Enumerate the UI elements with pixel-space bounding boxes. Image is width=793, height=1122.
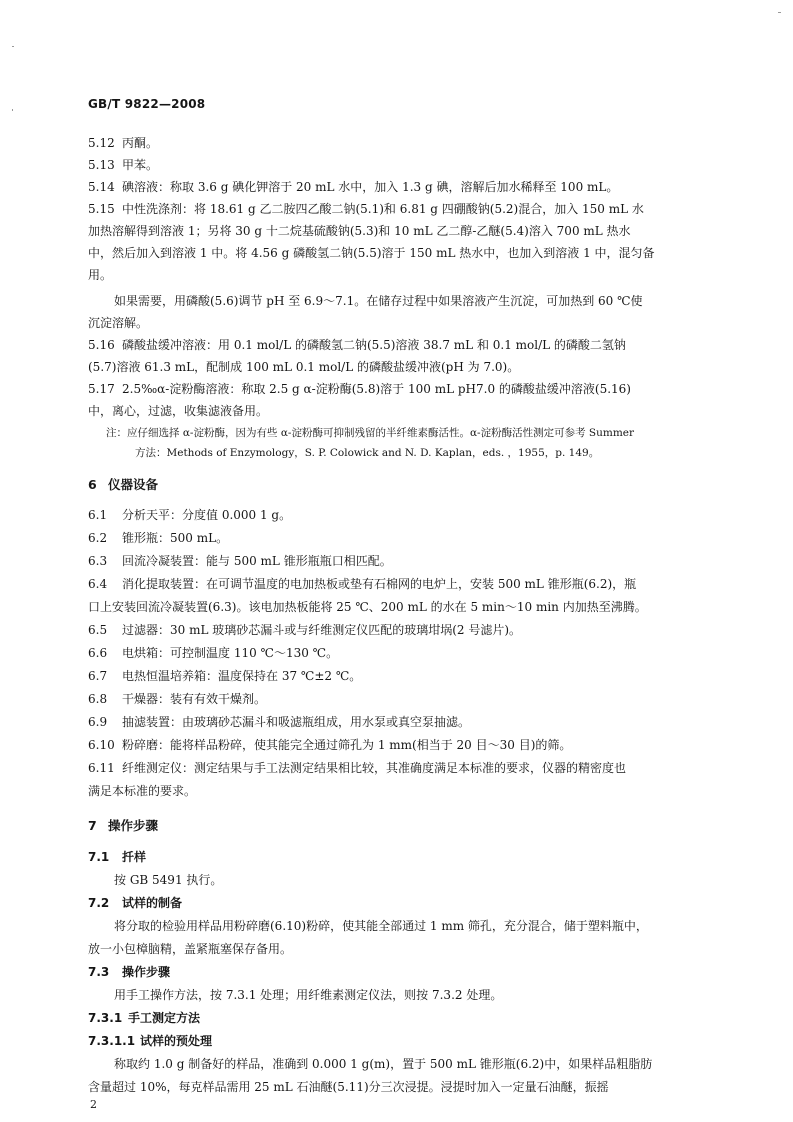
clause-text: 电烘箱：可控制温度 110 ℃～130 ℃。 bbox=[122, 646, 339, 660]
text-line: 将分取的检验用样品用粉碎磨(6.10)粉碎，使其能全部通过 1 mm 筛孔，充分混合，储于塑料瓶中， bbox=[114, 919, 648, 933]
clause-6-10 bbox=[88, 734, 571, 756]
section-6-heading bbox=[88, 474, 158, 496]
clause-6-9 bbox=[88, 711, 470, 733]
note-line: 注：应仔细选择 α-淀粉酶，因为有些 α-淀粉酶可抑制残留的半纤维素酶活性。α-淀粉酶活性测定可参考 Summer bbox=[106, 427, 635, 439]
clause-7-3-1-1 bbox=[88, 1030, 212, 1052]
clause-number: 6.11 bbox=[88, 761, 115, 775]
clause-6-6 bbox=[88, 642, 338, 664]
clause-title: 操作步骤 bbox=[122, 965, 171, 979]
clause-text: 电热恒温培养箱：温度保持在 37 ℃±2 ℃。 bbox=[122, 669, 362, 683]
clause-number: 6.2 bbox=[88, 531, 108, 545]
clause-6-7 bbox=[88, 665, 361, 687]
text-line: 加热溶解得到溶液 1；另将 30 g 十二烷基硫酸钠(5.3)和 10 mL 乙二醇-乙醚(5.4)溶入 700 mL 热水 bbox=[88, 224, 631, 238]
clause-6-1 bbox=[88, 504, 291, 526]
clause-text: 2.5‰α-淀粉酶溶液：称取 2.5 g α-淀粉酶(5.8)溶于 100 mL pH7.0 的磷酸盐缓冲溶液(5.16) bbox=[122, 382, 631, 396]
text-line: 按 GB 5491 执行。 bbox=[114, 873, 223, 887]
page-number: 2 bbox=[90, 1098, 97, 1111]
clause-number: 5.15 bbox=[88, 202, 115, 216]
text-line: 用。 bbox=[88, 268, 113, 282]
text-line: 称取约 1.0 g 制备好的样品，准确到 0.000 1 g(m)，置于 500 mL 锥形瓶(6.2)中，如果样品粗脂肪 bbox=[114, 1057, 653, 1071]
clause-number: 6.3 bbox=[88, 554, 108, 568]
clause-6-5 bbox=[88, 619, 521, 641]
section-title: 仪器设备 bbox=[108, 477, 159, 492]
clause-title: 试样的预处理 bbox=[140, 1034, 213, 1048]
text-line: 中，离心，过滤，收集滤液备用。 bbox=[88, 404, 269, 418]
clause-7-2 bbox=[88, 892, 182, 914]
clause-number: 6.10 bbox=[88, 738, 115, 752]
scan-speck bbox=[778, 12, 781, 13]
text-line: 中，然后加入到溶液 1 中。将 4.56 g 磷酸氢二钠(5.5)溶于 150 mL 热水中，也加入到溶液 1 中，混匀备 bbox=[88, 246, 655, 260]
clause-text: 纤维测定仪：测定结果与手工法测定结果相比较，其准确度满足本标准的要求，仪器的精密度也 bbox=[122, 761, 627, 775]
clause-5-14 bbox=[88, 176, 618, 198]
text-line: 用手工操作方法，按 7.3.1 处理；用纤维素测定仪法，则按 7.3.2 处理。 bbox=[114, 988, 503, 1002]
text-line: 如果需要，用磷酸(5.6)调节 pH 至 6.9～7.1。在储存过程中如果溶液产生沉淀，可加热到 60 ℃使 bbox=[114, 294, 643, 308]
clause-text: 粉碎磨：能将样品粉碎，使其能完全通过筛孔为 1 mm(相当于 20 目～30 目)的筛。 bbox=[122, 738, 572, 752]
clause-number: 6.4 bbox=[88, 577, 108, 591]
clause-text: 碘溶液：称取 3.6 g 碘化钾溶于 20 mL 水中，加入 1.3 g 碘，溶解后加水稀释至 100 mL。 bbox=[122, 180, 619, 194]
text-line: (5.7)溶液 61.3 mL，配制成 100 mL 0.1 mol/L 的磷酸盐缓冲液(pH 为 7.0)。 bbox=[88, 360, 520, 374]
standard-number: GB/T 9822—2008 bbox=[88, 97, 206, 111]
clause-title: 扦样 bbox=[122, 850, 147, 864]
clause-number: 5.14 bbox=[88, 180, 115, 194]
clause-number: 6.1 bbox=[88, 508, 108, 522]
clause-5-12 bbox=[88, 132, 158, 154]
clause-5-13 bbox=[88, 154, 158, 176]
clause-6-3 bbox=[88, 550, 392, 572]
clause-title: 手工测定方法 bbox=[128, 1011, 201, 1025]
clause-title: 试样的制备 bbox=[122, 896, 183, 910]
clause-7-3 bbox=[88, 961, 170, 983]
section-number: 6 bbox=[88, 477, 97, 492]
clause-text: 锥形瓶：500 mL。 bbox=[122, 531, 229, 545]
clause-number: 5.17 bbox=[88, 382, 115, 396]
clause-number: 6.5 bbox=[88, 623, 108, 637]
clause-text: 消化提取装置：在可调节温度的电加热板或垫有石棉网的电炉上，安装 500 mL 锥形瓶(6.2)，瓶 bbox=[122, 577, 637, 591]
clause-number: 5.13 bbox=[88, 158, 115, 172]
section-7-heading bbox=[88, 815, 158, 837]
clause-number: 7.3.1 bbox=[88, 1011, 123, 1025]
clause-number: 5.12 bbox=[88, 136, 115, 150]
clause-number: 7.3.1.1 bbox=[88, 1034, 136, 1048]
scan-speck bbox=[12, 46, 14, 47]
clause-5-15 bbox=[88, 198, 644, 220]
text-line: 含量超过 10%，每克样品需用 25 mL 石油醚(5.11)分三次浸提。浸提时加入一定量石油醚，振摇 bbox=[88, 1080, 609, 1094]
clause-6-2 bbox=[88, 527, 228, 549]
clause-number: 7.1 bbox=[88, 850, 110, 864]
clause-number: 7.2 bbox=[88, 896, 110, 910]
section-number: 7 bbox=[88, 818, 97, 833]
scan-speck bbox=[12, 109, 13, 111]
clause-6-11 bbox=[88, 757, 626, 779]
text-line: 沉淀溶解。 bbox=[88, 316, 149, 330]
note-line: 方法：Methods of Enzymology，S. P. Colowick and N. D. Kaplan，eds. ，1955，p. 149。 bbox=[135, 447, 600, 459]
clause-text: 干燥器：装有有效干燥剂。 bbox=[122, 692, 267, 706]
clause-number: 6.6 bbox=[88, 646, 108, 660]
clause-text: 磷酸盐缓冲溶液：用 0.1 mol/L 的磷酸氢二钠(5.5)溶液 38.7 mL 和 0.1 mol/L 的磷酸二氢钠 bbox=[122, 338, 626, 352]
clause-number: 7.3 bbox=[88, 965, 110, 979]
clause-5-16 bbox=[88, 334, 626, 356]
clause-text: 甲苯。 bbox=[122, 158, 159, 172]
clause-7-1 bbox=[88, 846, 146, 868]
clause-text: 抽滤装置：由玻璃砂芯漏斗和吸滤瓶组成，用水泵或真空泵抽滤。 bbox=[122, 715, 471, 729]
clause-6-4 bbox=[88, 573, 636, 595]
clause-number: 5.16 bbox=[88, 338, 115, 352]
clause-5-17 bbox=[88, 378, 631, 400]
text-line: 口上安装回流冷凝装置(6.3)。该电加热板能将 25 ℃、200 mL 的水在 5 min～10 min 内加热至沸腾。 bbox=[88, 600, 647, 614]
clause-text: 分析天平：分度值 0.000 1 g。 bbox=[122, 508, 292, 522]
text-line: 满足本标准的要求。 bbox=[88, 784, 197, 798]
clause-number: 6.9 bbox=[88, 715, 108, 729]
text-line: 放一小包樟脑精，盖紧瓶塞保存备用。 bbox=[88, 942, 293, 956]
clause-7-3-1 bbox=[88, 1007, 200, 1029]
clause-6-8 bbox=[88, 688, 266, 710]
clause-text: 过滤器：30 mL 玻璃砂芯漏斗或与纤维测定仪匹配的玻璃坩埚(2 号滤片)。 bbox=[122, 623, 522, 637]
section-title: 操作步骤 bbox=[108, 818, 159, 833]
clause-number: 6.7 bbox=[88, 669, 108, 683]
clause-text: 中性洗涤剂：将 18.61 g 乙二胺四乙酸二钠(5.1)和 6.81 g 四硼酸钠(5.2)混合，加入 150 mL 水 bbox=[122, 202, 644, 216]
clause-text: 回流冷凝装置：能与 500 mL 锥形瓶瓶口相匹配。 bbox=[122, 554, 392, 568]
clause-number: 6.8 bbox=[88, 692, 108, 706]
clause-text: 丙酮。 bbox=[122, 136, 159, 150]
